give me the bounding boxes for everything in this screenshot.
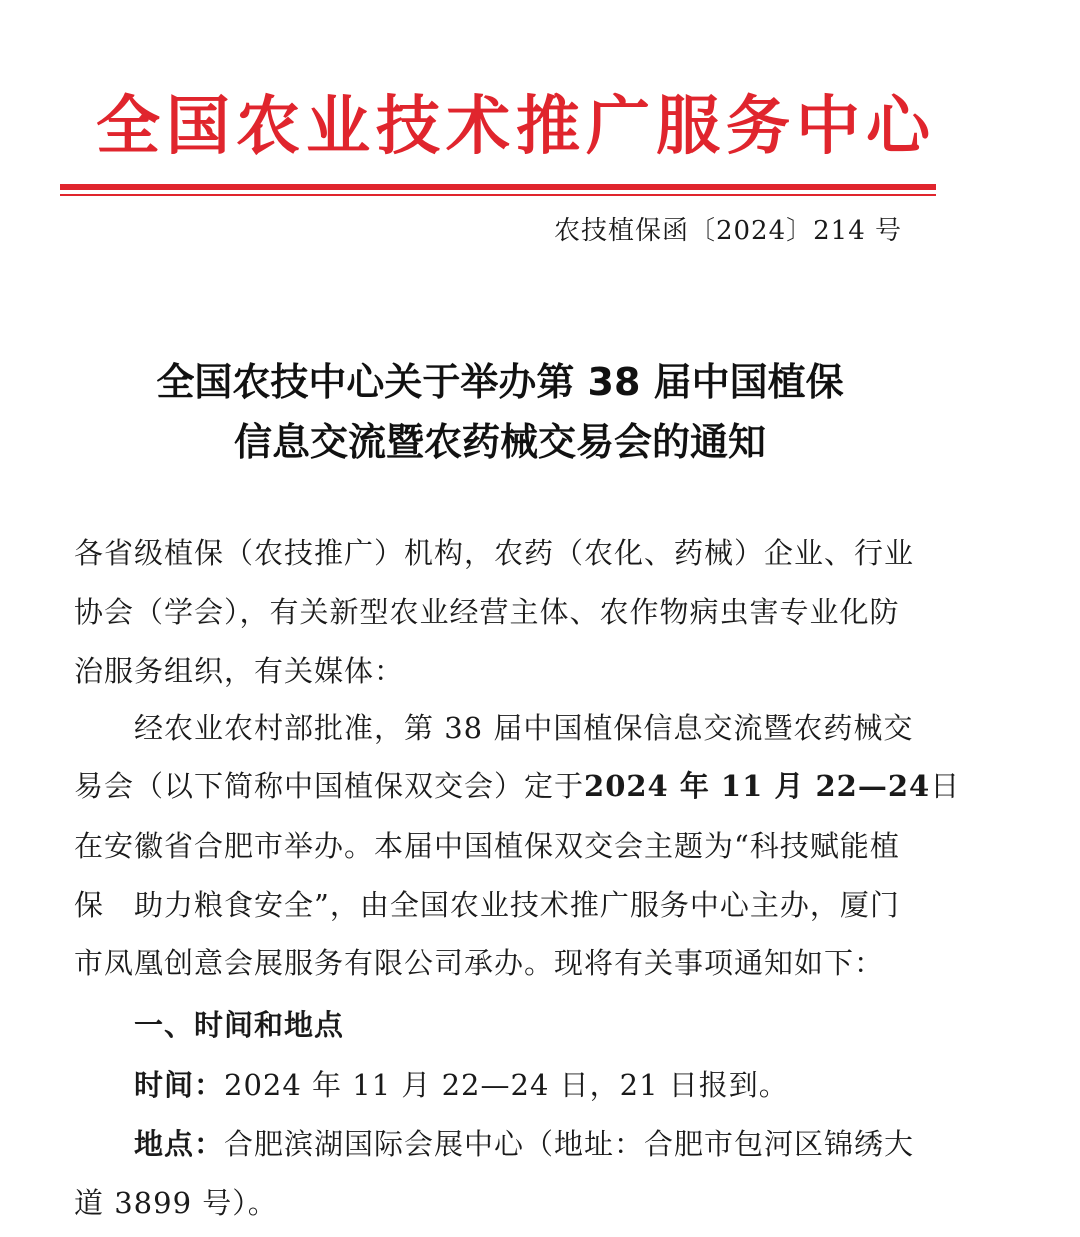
paragraph-1-line-3: 在安徽省合肥市举办。本届中国植保双交会主题为“科技赋能植 <box>74 829 900 863</box>
paragraph-1-text: 日 <box>930 769 961 803</box>
salutation-line-2: 协会（学会），有关新型农业经营主体、农作物病虫害专业化防 <box>74 595 900 629</box>
document-title-line-1: 全国农技中心关于举办第 38 届中国植保 <box>156 360 844 404</box>
time-value: 2024 年 11 月 22—24 日，21 日报到。 <box>224 1068 789 1102</box>
venue-line <box>134 1127 914 1162</box>
event-dates-bold: 2024 年 11 月 22—24 <box>584 769 931 803</box>
paragraph-1-line-2 <box>74 769 960 804</box>
time-label: 时间： <box>134 1068 225 1102</box>
paragraph-1-text: 易会（以下简称中国植保双交会）定于 <box>74 769 585 803</box>
time-line <box>134 1068 789 1103</box>
document-title-line-2: 信息交流暨农药械交易会的通知 <box>233 420 766 464</box>
venue-line-2: 道 3899 号）。 <box>74 1186 278 1220</box>
document-number: 农技植保函〔2024〕214 号 <box>553 216 902 246</box>
paragraph-1-line-5: 市凤凰创意会展服务有限公司承办。现将有关事项通知如下： <box>74 946 885 980</box>
section-1-heading: 一、时间和地点 <box>134 1008 345 1042</box>
red-header-rule-thin <box>60 194 936 196</box>
paragraph-1-line-1: 经农业农村部批准，第 38 届中国植保信息交流暨农药械交 <box>134 711 914 745</box>
salutation-line-3: 治服务组织，有关媒体： <box>74 654 405 688</box>
salutation-line-1: 各省级植保（农技推广）机构，农药（农化、药械）企业、行业 <box>74 536 915 570</box>
venue-label: 地点： <box>134 1127 225 1161</box>
venue-value: 合肥滨湖国际会展中心（地址：合肥市包河区锦绣大 <box>224 1127 915 1161</box>
red-header-rule <box>60 184 936 190</box>
issuing-organization-header: 全国农业技术推广服务中心 <box>96 90 936 164</box>
paragraph-1-line-4: 保 助力粮食安全”，由全国农业技术推广服务中心主办，厦门 <box>74 888 900 922</box>
